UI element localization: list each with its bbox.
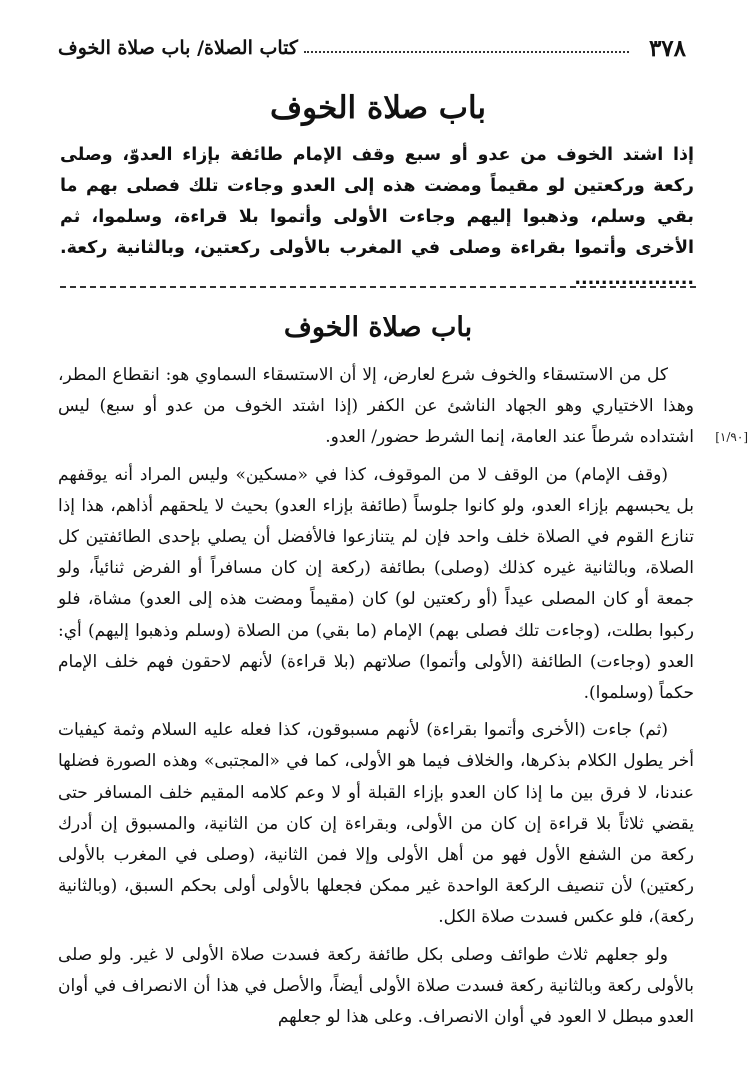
commentary-body <box>58 360 694 1039</box>
paragraph: (وقف الإمام) من الوقف لا من الموقوف، كذا في «مسكين» وليس المراد أنه يوقفهم بل يحبسهم بإزاء العدو، ولو كانوا جلوساً (طائفة بإزاء العدو) بحيث لا يلحقهم أذاهم، هذا إذا تنازع القوم في الصلاة خلف واحد فإن لم يتنازعوا فالأفضل أن يصلي بإحدى الطائفتين كل الصلاة، وبالثانية غيره كذلك (وصلى) بطائفة (ركعة إن كان مسافراً أو الفرض ثنائياً، ولو جمعة أو كان المصلى عيداً (أو ركعتين لو) كان (مقيماً ومضت هذه إلى العدو) مشاة، فلو ركبوا بطلت، (وجاءت تلك فصلى بهم) الإمام (ما بقي) من الصلاة (وسلم وذهبوا إليهم) أي: العدو (وجاءت) الطائفة (الأولى وأتموا) صلاتهم (بلا قراءة) لأنهم لاحقون فهم خلف الإمام حكماً (وسلموا). <box>58 464 694 704</box>
margin-note: [١/٩٠] <box>715 430 748 444</box>
commentary-title: باب صلاة الخوف <box>283 312 473 343</box>
chapter-title: كتاب الصلاة/ باب صلاة الخوف <box>58 37 298 59</box>
header-dotted-rule <box>304 51 629 53</box>
matn-text: إذا اشتد الخوف من عدو أو سبع وقف الإمام طائفة بإزاء العدوّ، وصلى ركعة وركعتين لو مقيماً ومضت هذه إلى العدو وجاءت تلك فصلى بهم ما بقي وسلم، وذهبوا إليهم وجاءت الأولى وأتموا بلا قراءة، وسلموا، ثم الأخرى وأتموا بقراءة وصلى في المغرب بالأولى ركعتين، وبالثانية ركعة. .................. <box>60 145 694 289</box>
paragraph: كل من الاستسقاء والخوف شرع لعارض، إلا أن الاستسقاء السماوي هو: انقطاع المطر، وهذا الاختياري وهو الجهاد الناشئ عن الكفر (إذا اشتد الخوف من عدو أو سبع) ليس اشتداده شرطاً عند العامة، إنما الشرط حضور/ العدو. <box>58 365 694 448</box>
page-number: ٣٧٨ <box>648 34 686 62</box>
paragraph: ولو جعلهم ثلاث طوائف وصلى بكل طائفة ركعة فسدت صلاة الأولى لا غير. ولو صلى بالأولى ركعة وبالثانية ركعة فسدت صلاة الأولى أيضاً، والأصل في هذا أن الانصراف في أوان العدو مبطل لا العود في أوان الانصراف. وعلى هذا لو جعلهم <box>58 944 694 1028</box>
paragraph: (ثم) جاءت (الأخرى وأتموا بقراءة) لأنهم مسبوقون، كذا فعله عليه السلام وثمة كيفيات أخر يطول الكلام بذكرها، والخلاف فيما هو الأولى، كما في «المجتبى» وهذه الصورة فضلها عندنا، لا فرق بين ما إذا كان العدو بإزاء القبلة أو لا وعم كلامه المقيم خلف المسافر حتى يقضي ثلاثاً بلا قراءة إن كان من الأولى، وبقراءة إن كان من الثانية، والمسبوق إن أدرك ركعة من الشفع الأول فهو من أهل الأولى وإلا فمن الثانية، (وصلى في المغرب بالأولى ركعتين) لأن تنصيف الركعة الواحدة غير ممكن فجعلها بالأولى أولى بحكم السبق، (وبالثانية ركعة)، فلو عكس فسدت صلاة الكل. <box>58 720 694 928</box>
section-separator <box>60 286 696 288</box>
running-header <box>58 34 686 62</box>
matn-title: باب صلاة الخوف <box>269 90 487 126</box>
